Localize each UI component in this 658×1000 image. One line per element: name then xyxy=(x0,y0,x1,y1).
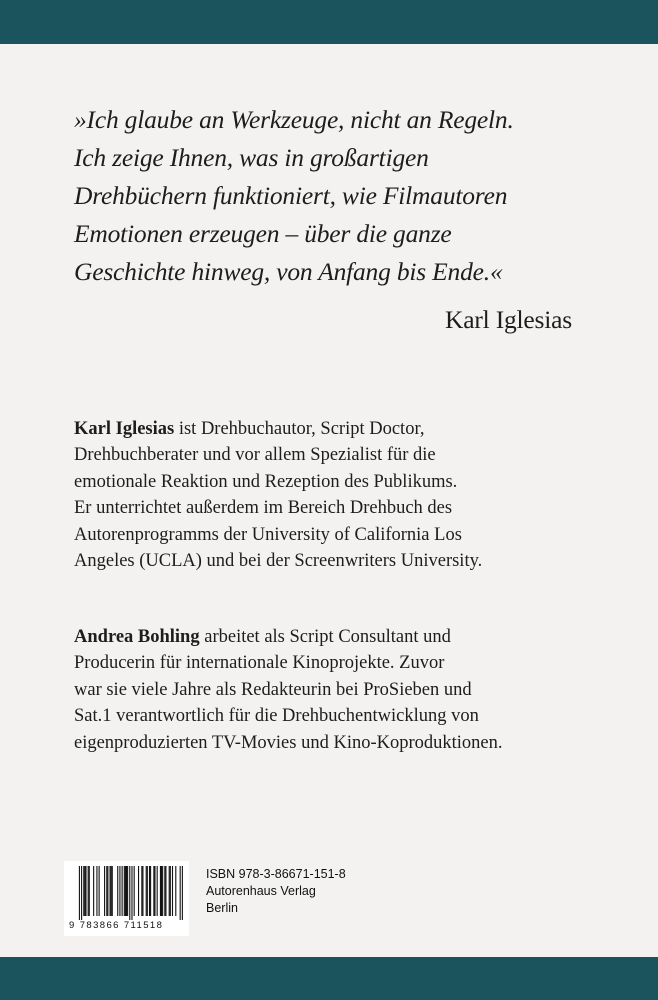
barcode-bar xyxy=(169,866,170,916)
quote-block xyxy=(74,101,594,291)
barcode-bar xyxy=(112,866,113,916)
quote-line: Emotionen erzeugen – über die ganze xyxy=(74,219,452,248)
translator-bio xyxy=(74,624,614,756)
barcode-bars xyxy=(69,866,184,920)
publisher-name: Autorenhaus Verlag xyxy=(206,884,316,898)
bio-line: Producerin für internationale Kinoprojekte. Zuvor xyxy=(74,653,445,674)
barcode-bar xyxy=(106,866,107,916)
barcode-bar xyxy=(104,866,105,916)
quote-line: Drehbüchern funktioniert, wie Filmautoren xyxy=(74,181,508,210)
publisher-city: Berlin xyxy=(206,901,238,915)
barcode-bar xyxy=(83,866,84,916)
barcode-bar xyxy=(131,866,132,920)
barcode-bar xyxy=(119,866,120,916)
author-bio xyxy=(74,416,614,574)
barcode-bar xyxy=(147,866,148,916)
barcode-bar xyxy=(126,866,127,916)
barcode-bar xyxy=(79,866,80,920)
barcode-bar xyxy=(182,866,183,920)
barcode-bar xyxy=(138,866,139,916)
barcode-bar xyxy=(146,866,147,916)
barcode-bar xyxy=(165,866,166,916)
barcode-bar xyxy=(160,866,161,916)
barcode-bar xyxy=(81,866,82,920)
bio-line xyxy=(74,416,614,442)
barcode-bar xyxy=(157,866,158,916)
bio-line: Er unterrichtet außerdem im Bereich Drehbuch des xyxy=(74,498,453,519)
barcode-bar xyxy=(150,866,151,916)
bio-line: Sat.1 verantwortlich für die Drehbuchentwicklung von xyxy=(74,706,479,727)
barcode-bar xyxy=(149,866,150,916)
barcode-bar xyxy=(107,866,108,916)
bio-line xyxy=(74,624,614,650)
bio-line: Angeles (UCLA) und bei der Screenwriters University. xyxy=(74,551,483,572)
bio-line: Autorenprogramms der University of California Los xyxy=(74,524,462,545)
bio-line: emotionale Reaktion und Rezeption des Publikums. xyxy=(74,471,458,492)
bio-line: war sie viele Jahre als Redakteurin bei ProSieben und xyxy=(74,679,472,700)
author-name: Karl Iglesias xyxy=(74,419,175,439)
barcode-bar xyxy=(127,866,128,916)
barcode-bar xyxy=(172,866,173,916)
barcode-bar xyxy=(85,866,86,916)
barcode-bar xyxy=(88,866,89,916)
barcode-bar xyxy=(96,866,97,916)
barcode-digits: 9 783866 711518 xyxy=(69,920,164,931)
top-color-band xyxy=(0,0,658,44)
barcode-bar xyxy=(142,866,143,916)
barcode xyxy=(64,861,189,936)
barcode-bar xyxy=(99,866,100,916)
barcode-bar xyxy=(84,866,85,916)
translator-name: Andrea Bohling xyxy=(74,627,200,647)
barcode-bar xyxy=(124,866,125,916)
bottom-color-band xyxy=(0,957,658,1000)
barcode-bar xyxy=(162,866,163,916)
barcode-bar xyxy=(134,866,135,916)
isbn-number: ISBN 978-3-86671-151-8 xyxy=(206,867,346,881)
barcode-bar xyxy=(141,866,142,916)
barcode-bar xyxy=(117,866,118,916)
barcode-bar xyxy=(164,866,165,916)
barcode-bar xyxy=(111,866,112,916)
barcode-bar xyxy=(175,866,176,916)
barcode-bar xyxy=(129,866,130,920)
quote-line: Ich zeige Ihnen, was in großartigen xyxy=(74,143,429,172)
bio-line: eigenproduzierten TV-Movies und Kino-Koproduktionen. xyxy=(74,732,503,753)
barcode-bar xyxy=(153,866,154,916)
quote-author: Karl Iglesias xyxy=(445,305,572,334)
quote-line: »Ich glaube an Werkzeuge, nicht an Regeln. xyxy=(74,105,514,134)
bio-line: Drehbuchberater und vor allem Spezialist für die xyxy=(74,445,436,466)
barcode-bar xyxy=(161,866,162,916)
barcode-bar xyxy=(93,866,94,916)
bio-text: arbeitet als Script Consultant und xyxy=(199,627,451,647)
barcode-bar xyxy=(110,866,111,916)
barcode-bar xyxy=(154,866,155,916)
barcode-bar xyxy=(125,866,126,916)
barcode-bar xyxy=(170,866,171,916)
quote-line: Geschichte hinweg, von Anfang bis Ende.« xyxy=(74,257,503,286)
imprint xyxy=(206,866,346,917)
barcode-bar xyxy=(180,866,181,920)
barcode-bar xyxy=(122,866,123,916)
bio-text: ist Drehbuchautor, Script Doctor, xyxy=(174,419,425,439)
barcode-bar xyxy=(89,866,90,916)
